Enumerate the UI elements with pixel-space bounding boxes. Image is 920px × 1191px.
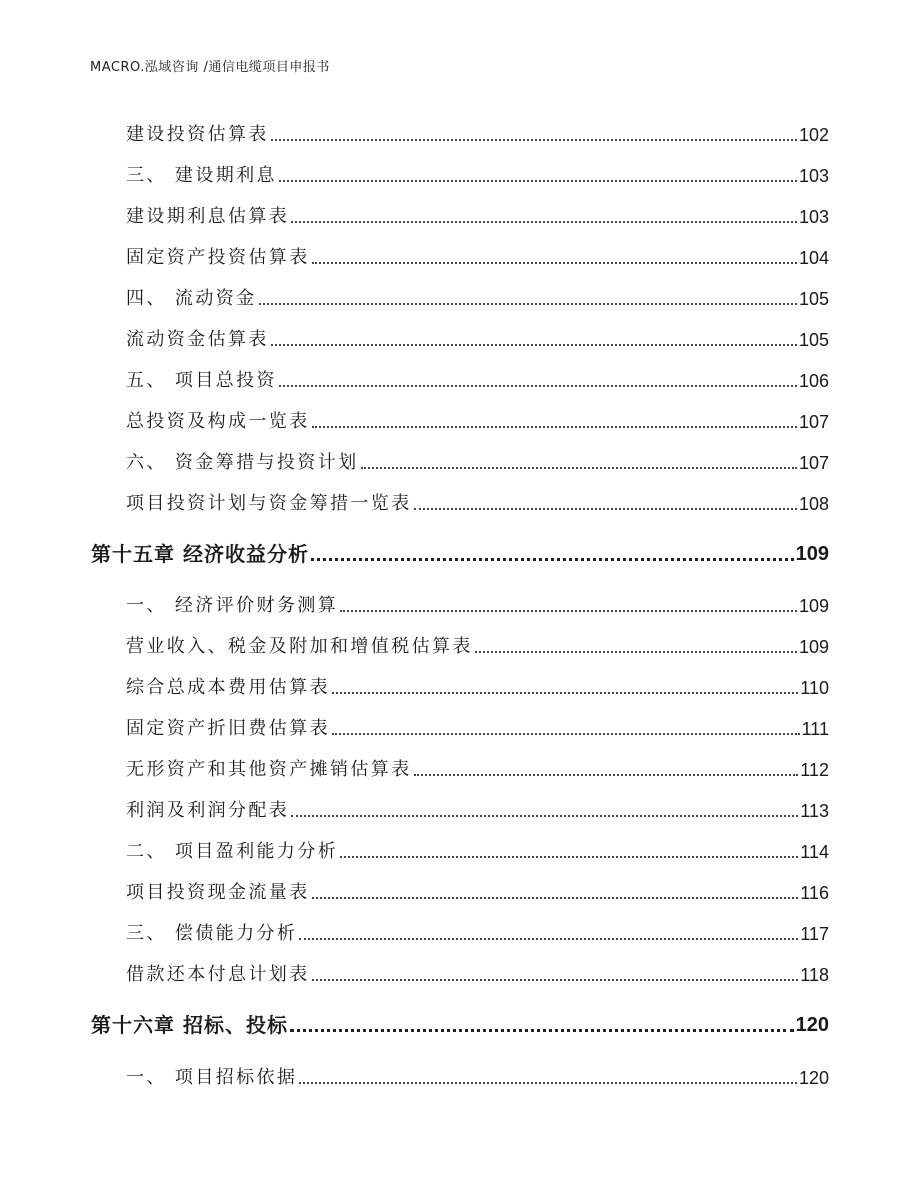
toc-entry[interactable] bbox=[126, 963, 829, 987]
toc-entry-page: 105 bbox=[798, 330, 829, 350]
toc-entry-title: 固定资产投资估算表 bbox=[126, 247, 310, 268]
toc-leader-dots bbox=[332, 733, 800, 735]
toc-entry-title: 建设投资估算表 bbox=[126, 124, 269, 145]
toc-leader-dots bbox=[271, 344, 797, 346]
toc-leader-dots bbox=[312, 426, 797, 428]
toc-entry[interactable] bbox=[126, 922, 829, 946]
toc-entry[interactable] bbox=[126, 123, 829, 147]
toc-chapter-page: 109 bbox=[795, 543, 829, 565]
toc-entry-page: 118 bbox=[800, 965, 829, 985]
toc-entry[interactable] bbox=[126, 369, 829, 393]
toc-leader-dots bbox=[312, 262, 797, 264]
toc-entry-title: 流动资金估算表 bbox=[126, 329, 269, 350]
toc-entry-title: 五、 项目总投资 bbox=[126, 370, 277, 391]
toc-entry-title: 四、 流动资金 bbox=[126, 288, 257, 309]
toc-entry[interactable] bbox=[126, 246, 829, 270]
toc-entry[interactable] bbox=[126, 881, 829, 905]
toc-entry-title: 利润及利润分配表 bbox=[126, 800, 290, 821]
toc-entry-title: 建设期利息估算表 bbox=[126, 206, 290, 227]
toc-entry-page: 105 bbox=[798, 289, 829, 309]
toc-leader-dots bbox=[299, 1082, 797, 1084]
toc-entry-title: 总投资及构成一览表 bbox=[126, 411, 310, 432]
toc-entry-title: 三、 建设期利息 bbox=[126, 165, 277, 186]
toc-entry-page: 106 bbox=[798, 371, 829, 391]
toc-entry-page: 102 bbox=[798, 125, 829, 145]
toc-entry-page: 109 bbox=[798, 596, 829, 616]
toc-entry-page: 117 bbox=[800, 924, 829, 944]
toc-entry-title: 无形资产和其他资产摊销估算表 bbox=[126, 759, 412, 780]
toc-entry[interactable] bbox=[126, 451, 829, 475]
toc-entry-page: 103 bbox=[798, 166, 829, 186]
toc-entry-title: 借款还本付息计划表 bbox=[126, 964, 310, 985]
toc-leader-dots bbox=[299, 938, 798, 940]
toc-entry[interactable] bbox=[126, 164, 829, 188]
toc-entry[interactable] bbox=[126, 758, 829, 782]
toc-entry-title: 二、 项目盈利能力分析 bbox=[126, 841, 339, 862]
toc-leader-dots bbox=[414, 508, 797, 510]
toc-entry[interactable] bbox=[126, 840, 829, 864]
toc-entry-page: 112 bbox=[800, 760, 829, 780]
toc-leader-dots bbox=[332, 692, 798, 694]
toc-leader-dots bbox=[312, 897, 799, 899]
toc-entry-page: 113 bbox=[800, 801, 829, 821]
toc-entry-title: 一、 经济评价财务测算 bbox=[126, 595, 339, 616]
toc-entry-page: 120 bbox=[798, 1068, 829, 1088]
toc-entry-page: 108 bbox=[798, 494, 829, 514]
toc-leader-dots bbox=[340, 610, 797, 612]
toc-entry-page: 111 bbox=[801, 719, 829, 739]
toc-entry[interactable] bbox=[126, 205, 829, 229]
toc-entry-title: 项目投资现金流量表 bbox=[126, 882, 310, 903]
toc-entry[interactable] bbox=[126, 410, 829, 434]
toc-entry-page: 104 bbox=[798, 248, 829, 268]
toc-leader-dots bbox=[475, 651, 797, 653]
toc-entry[interactable] bbox=[126, 799, 829, 823]
toc-entry[interactable] bbox=[126, 287, 829, 311]
toc-entry[interactable] bbox=[126, 1066, 829, 1090]
toc-entry-page: 103 bbox=[798, 207, 829, 227]
toc-leader-dots bbox=[312, 979, 799, 981]
toc-entry-page: 114 bbox=[800, 842, 829, 862]
toc-chapter-entry[interactable] bbox=[91, 1011, 829, 1039]
toc-entry-page: 116 bbox=[800, 883, 829, 903]
toc-entry-page: 107 bbox=[798, 412, 829, 432]
toc-leader-dots bbox=[311, 558, 794, 561]
toc-leader-dots bbox=[259, 303, 797, 305]
toc-entry[interactable] bbox=[126, 328, 829, 352]
toc-entry[interactable] bbox=[126, 492, 829, 516]
toc-entry-title: 营业收入、税金及附加和增值税估算表 bbox=[126, 636, 473, 657]
toc-chapter-title: 第十五章 经济收益分析 bbox=[91, 542, 309, 566]
toc-chapter-entry[interactable] bbox=[91, 540, 829, 568]
toc-leader-dots bbox=[279, 180, 797, 182]
toc-entry-title: 一、 项目招标依据 bbox=[126, 1067, 298, 1088]
toc-chapter-page: 120 bbox=[795, 1014, 829, 1036]
toc-entry[interactable] bbox=[126, 676, 829, 700]
toc-entry-page: 107 bbox=[798, 453, 829, 473]
toc-entry-title: 三、 偿债能力分析 bbox=[126, 923, 298, 944]
toc-leader-dots bbox=[414, 774, 799, 776]
toc-leader-dots bbox=[290, 1029, 794, 1032]
page-header: MACRO.泓域咨询 /通信电缆项目申报书 bbox=[90, 60, 330, 75]
toc-entry-title: 六、 资金筹措与投资计划 bbox=[126, 452, 359, 473]
toc-entry-title: 综合总成本费用估算表 bbox=[126, 677, 330, 698]
toc-chapter-title: 第十六章 招标、投标 bbox=[91, 1013, 288, 1037]
toc-leader-dots bbox=[291, 221, 797, 223]
toc-leader-dots bbox=[271, 139, 797, 141]
toc-entry[interactable] bbox=[126, 635, 829, 659]
toc-entry-page: 109 bbox=[798, 637, 829, 657]
toc-entry-page: 110 bbox=[800, 678, 829, 698]
toc-leader-dots bbox=[291, 815, 798, 817]
toc-leader-dots bbox=[361, 467, 797, 469]
toc-leader-dots bbox=[279, 385, 797, 387]
toc-entry[interactable] bbox=[126, 717, 829, 741]
toc-entry-title: 项目投资计划与资金筹措一览表 bbox=[126, 493, 412, 514]
toc-entry[interactable] bbox=[126, 594, 829, 618]
toc-entry-title: 固定资产折旧费估算表 bbox=[126, 718, 330, 739]
toc-leader-dots bbox=[340, 856, 798, 858]
